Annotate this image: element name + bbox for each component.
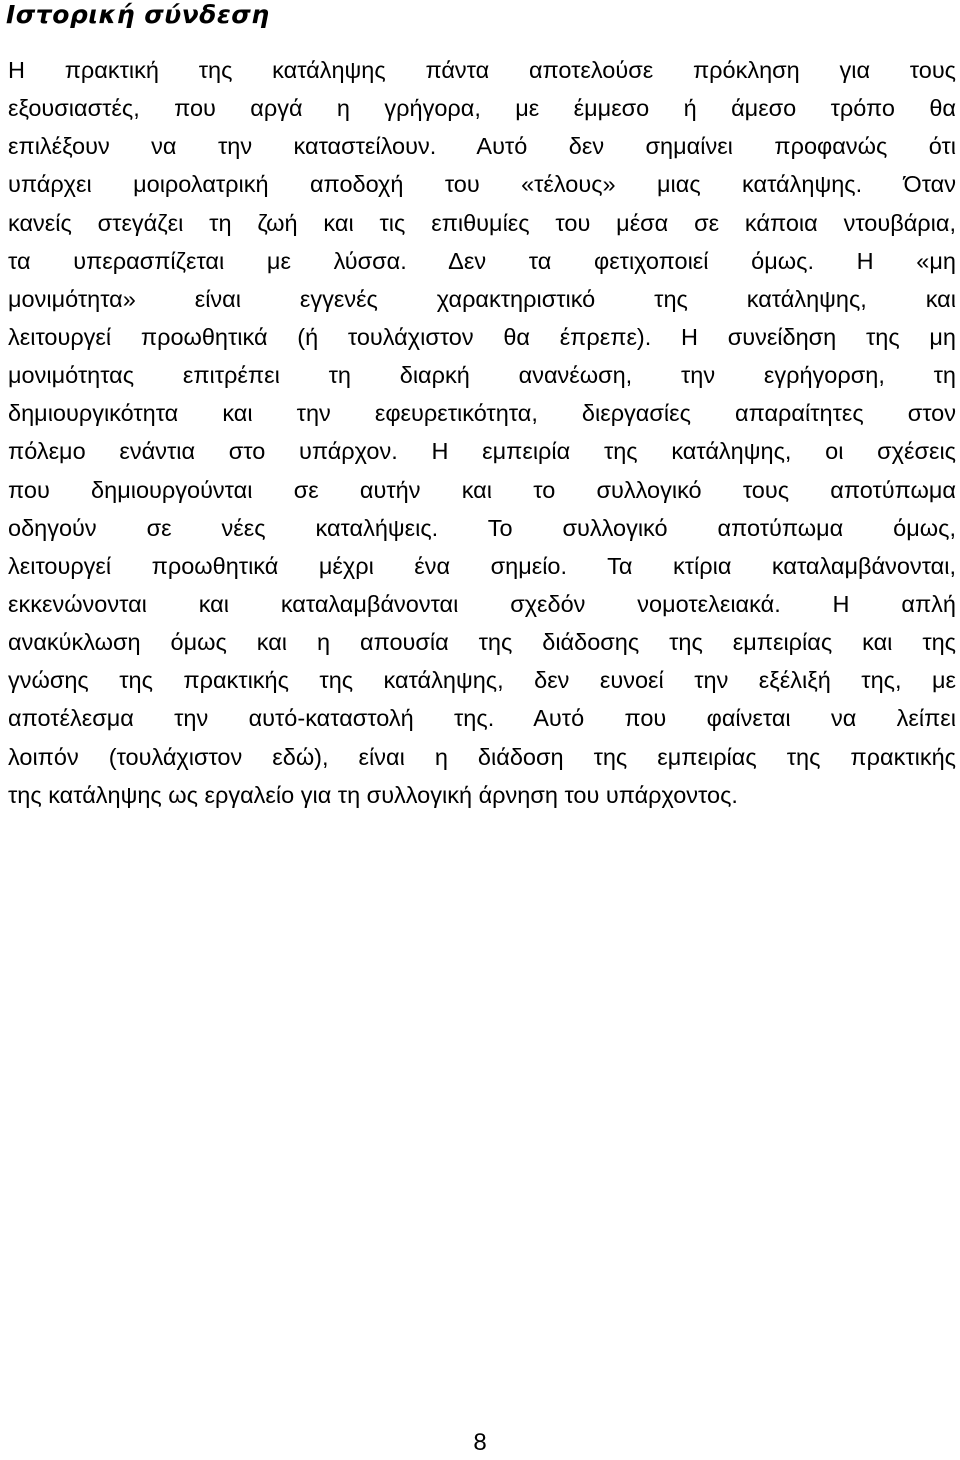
paragraph-line: επιλέξουν να την καταστείλουν. Αυτό δεν σημαίνει προφανώς ότι (8, 133, 956, 160)
paragraph-line: μονιμότητα» είναι εγγενές χαρακτηριστικό της κατάληψης, και (8, 285, 956, 312)
paragraph-line: υπάρχει μοιρολατρική αποδοχή του «τέλους» μιας κατάληψης. Όταν (8, 171, 956, 198)
paragraph-line: ανακύκλωση όμως και η απουσία της διάδοσης της εμπειρίας και της (8, 629, 956, 656)
paragraph-line: πόλεμο ενάντια στο υπάρχον. Η εμπειρία της κατάληψης, οι σχέσεις (8, 438, 956, 465)
paragraph-line: οδηγούν σε νέες καταλήψεις. Το συλλογικό αποτύπωμα όμως, (8, 514, 956, 541)
page-number: 8 (473, 1429, 487, 1456)
paragraph-line: λειτουργεί προωθητικά (ή τουλάχιστον θα έπρεπε). Η συνείδηση της μη (8, 323, 956, 350)
paragraph-line: λοιπόν (τουλάχιστον εδώ), είναι η διάδοση της εμπειρίας της πρακτικής (8, 743, 956, 770)
paragraph-line: τα υπερασπίζεται με λύσσα. Δεν τα φετιχοποιεί όμως. Η «μη (8, 247, 956, 274)
paragraph-line: εξουσιαστές, που αργά η γρήγορα, με έμμεσο ή άμεσο τρόπο θα (8, 95, 956, 122)
paragraph-line: δημιουργικότητα και την εφευρετικότητα, διεργασίες απαραίτητες στον (8, 400, 956, 427)
section-title: Ιστορική σύνδεση (6, 0, 270, 29)
paragraph-line: κανείς στεγάζει τη ζωή και τις επιθυμίες του μέσα σε κάποια ντουβάρια, (8, 209, 956, 236)
paragraph-line: Η πρακτική της κατάληψης πάντα αποτελούσε πρόκληση για τους (8, 57, 956, 83)
body-paragraph (8, 51, 956, 814)
paragraph-line: λειτουργεί προωθητικά μέχρι ένα σημείο. Τα κτίρια καταλαμβάνονται, (8, 552, 956, 579)
paragraph-line: εκκενώνονται και καταλαμβάνονται σχεδόν νομοτελειακά. Η απλή (8, 590, 956, 617)
paragraph-line: της κατάληψης ως εργαλείο για τη συλλογική άρνηση του υπάρχοντος. (8, 781, 738, 808)
paragraph-line: γνώσης της πρακτικής της κατάληψης, δεν ευνοεί την εξέλιξή της, με (8, 667, 956, 694)
paragraph-line: μονιμότητας επιτρέπει τη διαρκή ανανέωση, την εγρήγορση, τη (8, 362, 956, 389)
paragraph-line: που δημιουργούνται σε αυτήν και το συλλογικό τους αποτύπωμα (8, 476, 956, 503)
paragraph-line: αποτέλεσμα την αυτό-καταστολή της. Αυτό που φαίνεται να λείπει (8, 705, 956, 732)
